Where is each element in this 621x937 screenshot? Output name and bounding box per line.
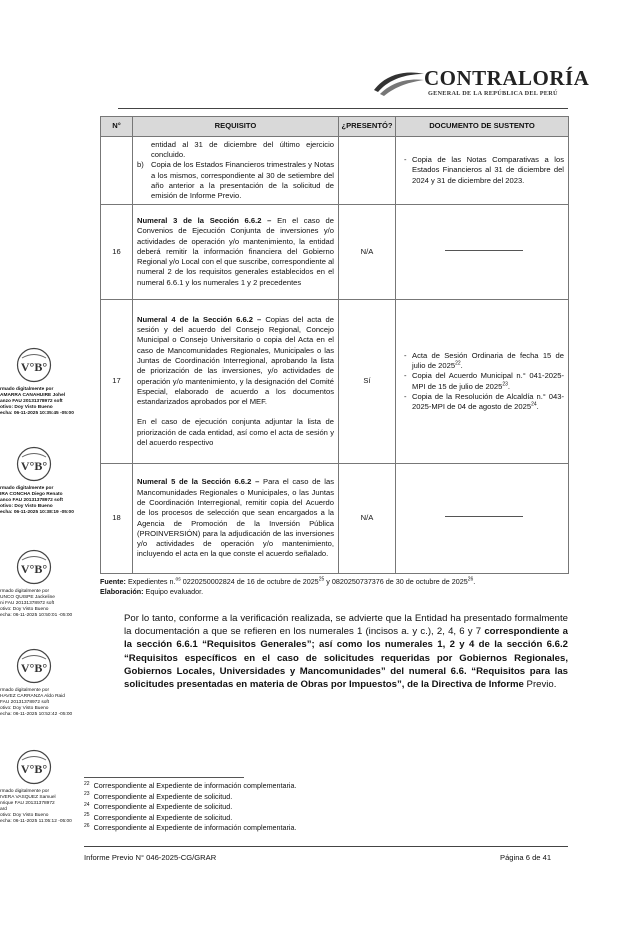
table-row-16 xyxy=(101,205,569,300)
signature-text: rmado digitalmente por UNCO QUISPE Jackeline ni FAU 20131378972 soft otivo: Doy Visto Bueno echa: 06-11-2025 10:50:01 -05:00 xyxy=(0,589,73,618)
svg-text:V°B°: V°B° xyxy=(20,562,48,576)
list-item-b: b) Copia de los Estados Financieros trimestrales y Notas a los mismos, correspondiente al 30 de setiembre del año anterior a la presentación de la solicitud de emisión de Informe Previo. xyxy=(137,160,334,201)
requirements-table xyxy=(100,116,569,574)
cell-number: 17 xyxy=(101,300,133,464)
signature-text: rmado digitalmente por IVERA VASQUEZ Samuel nrique FAU 20131378972 ard otivo: Doy Visto Bueno echa: 06-11-2025 11:05:12 -05:00 xyxy=(0,789,72,824)
document-item: - Copia de la Resolución de Alcaldía n.° 043-2025-MPI de 04 de agosto de 2025$^{24}$. xyxy=(404,391,564,412)
contraloria-swoosh-icon xyxy=(372,68,426,98)
visto-bueno-seal-icon xyxy=(16,749,52,785)
cell-requisito: Numeral 5 de la Sección 6.6.2 – Para el caso de las Mancomunidades Regionales o Municipales, o las Juntas de Coordinación Interregional, remitir copia del Acuerdo de los procesos de selección que sean encargados a la Agencia de Promoción de la Inversión Pública (PROINVERSIÓN) para la adjudicación de las inversiones y/o actividades de operación y/o mantenimiento, incluyendo el acta en la que conste el acuerdo señalado. xyxy=(133,464,339,574)
cell-presento: N/A xyxy=(339,464,396,574)
footnote-23: $^{23}$ Correspondiente al Expediente de solicitud. xyxy=(84,791,233,801)
table-row-17 xyxy=(101,300,569,464)
document-item: - Copia de las Notas Comparativas a los Estados Financieros al 31 de diciembre del 2024 y 31 de diciembre del 2023. xyxy=(404,155,564,185)
cell-number: 18 xyxy=(101,464,133,574)
signature-text: rmado digitalmente por HAVEZ CARRANZA Aldo Raid FAU 20131378972 soft otivo: Doy Visto Bueno echa: 06-11-2025 10:52:42 -05:00 xyxy=(0,688,73,717)
footnotes xyxy=(84,781,297,834)
visto-bueno-seal-icon xyxy=(16,549,52,585)
brand-name: CONTRALORÍA xyxy=(424,66,590,90)
visto-bueno-seal-icon xyxy=(16,446,52,482)
conclusion-paragraph: Por lo tanto, conforme a la verificación realizada, se advierte que la Entidad ha presentado formalmente la documentación a que se refieren en los numerales 1 (incisos a. y c.), 2, 4, 6 y 7 correspondiente a la sección 6.6.1 “Requisitos Generales”; así como los numerales 1, 2 y 4 de la sección 6.6.2 “Requisitos específicos en el caso de solicitudes requeridas por Gobiernos Regionales, Gobiernos Locales, Universidades y Mancomunidades” del numeral 6.6. “Requisitos para las solicitudes presentadas en materia de Obras por Impuestos”, de la Directiva de Informe Previo. xyxy=(124,613,569,691)
document-item: - Copia del Acuerdo Municipal n.° 041-2025-MPI de 15 de julio de 2025$^{23}$. xyxy=(404,371,564,391)
footer-report-number: Informe Previo N° 046-2025-CG/GRAR xyxy=(84,853,217,862)
empty-dash-line xyxy=(445,250,523,251)
footnote-24: $^{24}$ Correspondiente al Expediente de solicitud. xyxy=(84,801,233,812)
cell-requisito xyxy=(133,137,339,205)
svg-text:V°B°: V°B° xyxy=(20,661,48,675)
signature-text: rmado digitalmente por IRA CONCHA Diego Renato anco FAU 20131378972 soft otivo: Doy Visto Bueno echa: 06-11-2025 10:38:19 -05:00 xyxy=(0,486,74,515)
cell-presento: N/A xyxy=(339,205,396,300)
cell-presento: Sí xyxy=(339,300,396,464)
svg-text:V°B°: V°B° xyxy=(20,459,48,473)
footer-page-number: Página 6 de 41 xyxy=(500,853,552,862)
header-documento: DOCUMENTO DE SUSTENTO xyxy=(396,117,569,137)
footnote-26: $^{26}$ Correspondiente al Expediente de información complementaria. xyxy=(84,822,297,833)
empty-dash-line xyxy=(445,516,523,517)
cell-requisito: Numeral 4 de la Sección 6.6.2 – Copias del acta de sesión y del acuerdo del Consejo Regional, Concejo Municipal o Consejo Universitario o copia del Acta en el caso de Mancomunidades Regionales, Municipales o las Juntas de Coordinación Interregional, aprobando la lista de priorización de las inversiones, y/o actividades de operación y/o mantenimiento, y la designación del Comité Especial, elaborado de acuerdo a los documentos estandarizados aprobados por el MEF. En el caso de ejecución conjunta adjuntar la lista de priorización de cada entidad, así como el acta de sesión y del acuerdo respectivo xyxy=(133,300,339,464)
cell-presento xyxy=(339,137,396,205)
svg-text:V°B°: V°B° xyxy=(20,360,48,374)
footnote-divider xyxy=(84,777,244,778)
cell-requisito: Numeral 3 de la Sección 6.6.2 – En el caso de Convenios de Ejecución Conjunta de inversiones y/o actividades de operación y/o mantenimiento, la entidad deberá remitir la información financiera del Gobierno Regional y/o Local con el que suscribe, correspondiente al numeral 2 de los requisitos generales establecidos en el numeral 6.6.1 y los numerales 1 y 2 precedentes xyxy=(133,205,339,300)
header-number: N° xyxy=(101,117,133,137)
visto-bueno-seal-icon xyxy=(16,648,52,684)
table-row-18 xyxy=(101,464,569,574)
cell-documento xyxy=(396,300,569,464)
footnote-22: $^{22}$ Correspondiente al Expediente de información complementaria. xyxy=(84,780,297,790)
cell-documento xyxy=(396,205,569,300)
footnote-25: $^{25}$ Correspondiente al Expediente de solicitud. xyxy=(84,812,233,822)
header-divider xyxy=(118,108,568,109)
header-requisito: REQUISITO xyxy=(133,117,339,137)
header-presento: ¿PRESENTÓ? xyxy=(339,117,396,137)
document-item: - Acta de Sesión Ordinaria de fecha 15 de julio de 2025$^{22}$. xyxy=(404,350,564,370)
visto-bueno-seal-icon xyxy=(16,347,52,383)
cell-number: 16 xyxy=(101,205,133,300)
svg-text:V°B°: V°B° xyxy=(20,762,48,776)
cell-documento xyxy=(396,137,569,205)
contraloria-logo xyxy=(372,64,590,104)
table-row-continuation xyxy=(101,137,569,205)
brand-subtitle: GENERAL DE LA REPÚBLICA DEL PERÚ xyxy=(428,90,558,97)
continuation-text: entidad al 31 de diciembre del último ejercicio concluido. xyxy=(151,139,334,159)
footer-divider xyxy=(84,846,568,847)
cell-number xyxy=(101,137,133,205)
cell-documento xyxy=(396,464,569,574)
table-source: Fuente: Expedientes n.$^{os}$ 0220250002824 de 16 de octubre de 2025$^{25}$ y 0820250737376 de 30 de octubre de 2025$^{26}$. Elaboración: Equipo evaluador. xyxy=(100,576,476,596)
table-header-row xyxy=(101,117,569,137)
signature-text: rmado digitalmente por AMARRA CANAHUIRE Johel anzo FAU 20131378972 soft otivo: Doy Visto Bueno echa: 06-11-2025 10:35:45 -05:00 xyxy=(0,387,74,416)
